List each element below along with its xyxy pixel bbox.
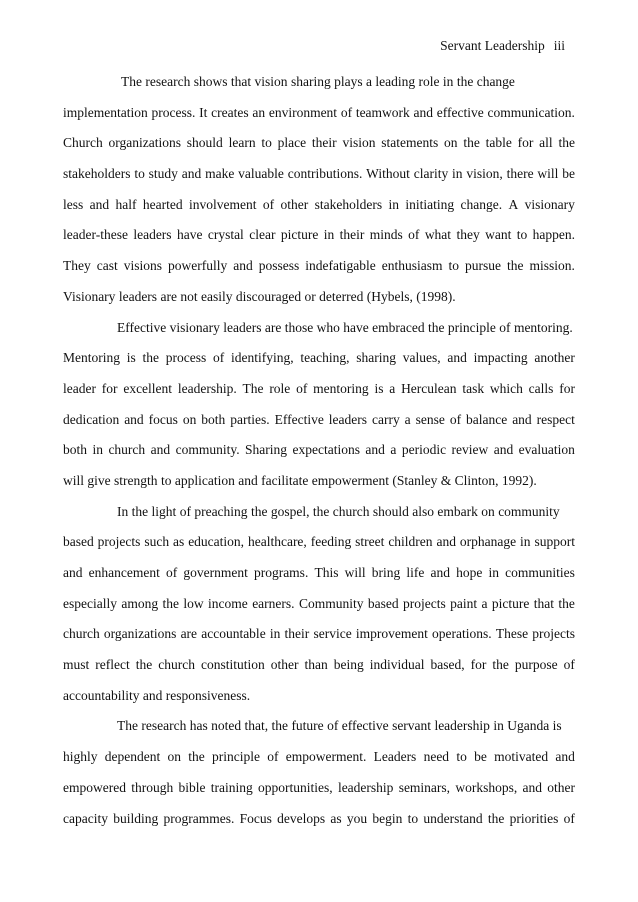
text-line: must reflect the church constitution other than being individual based, for the purpose of [63, 657, 575, 673]
text-line: leader-these leaders have crystal clear picture in their minds of what they want to happen. [63, 227, 575, 243]
text-line: dedication and focus on both parties. Effective leaders carry a sense of balance and respect [63, 411, 575, 427]
page-number: iii [553, 38, 565, 53]
text-line: less and half hearted involvement of other stakeholders in initiating change. A visionary [63, 196, 575, 212]
text-line: Visionary leaders are not easily discouraged or deterred (Hybels, (1998). [63, 288, 456, 304]
text-line: Effective visionary leaders are those who have embraced the principle of mentoring. [117, 319, 573, 335]
text-line: Church organizations should learn to place their vision statements on the table for all the [63, 135, 575, 151]
text-line: especially among the low income earners. Community based projects paint a picture that the [63, 595, 575, 611]
text-line: The research has noted that, the future of effective servant leadership in Uganda is [117, 718, 562, 734]
text-line: church organizations are accountable in their service improvement operations. These projects [63, 626, 575, 642]
text-line: both in church and community. Sharing expectations and a periodic review and evaluation [63, 442, 575, 458]
body-text [63, 72, 575, 839]
text-line: empowered through bible training opportunities, leadership seminars, workshops, and other [63, 779, 575, 795]
text-line: In the light of preaching the gospel, the church should also embark on community [117, 503, 560, 519]
text-line: highly dependent on the principle of empowerment. Leaders need to be motivated and [63, 749, 575, 765]
text-line: The research shows that vision sharing plays a leading role in the change [121, 74, 515, 89]
text-line: will give strength to application and facilitate empowerment (Stanley & Clinton, 1992). [63, 472, 537, 488]
text-line: based projects such as education, healthcare, feeding street children and orphanage in support [63, 534, 575, 550]
text-line: capacity building programmes. Focus develops as you begin to understand the priorities of [63, 810, 575, 826]
text-line: and enhancement of government programs. This will bring life and hope in communities [63, 565, 575, 580]
running-title: Servant Leadership [440, 38, 545, 53]
running-head [440, 37, 565, 55]
text-line: Mentoring is the process of identifying, teaching, sharing values, and impacting another [63, 350, 575, 366]
text-line: stakeholders to study and make valuable contributions. Without clarity in vision, there will be [63, 166, 575, 182]
text-line: accountability and responsiveness. [63, 687, 251, 703]
text-line: implementation process. It creates an environment of teamwork and effective communication. [63, 104, 575, 120]
text-line: They cast visions powerfully and possess indefatigable enthusiasm to pursue the mission. [63, 258, 575, 274]
text-line: leader for excellent leadership. The role of mentoring is a Herculean task which calls for [63, 380, 575, 396]
